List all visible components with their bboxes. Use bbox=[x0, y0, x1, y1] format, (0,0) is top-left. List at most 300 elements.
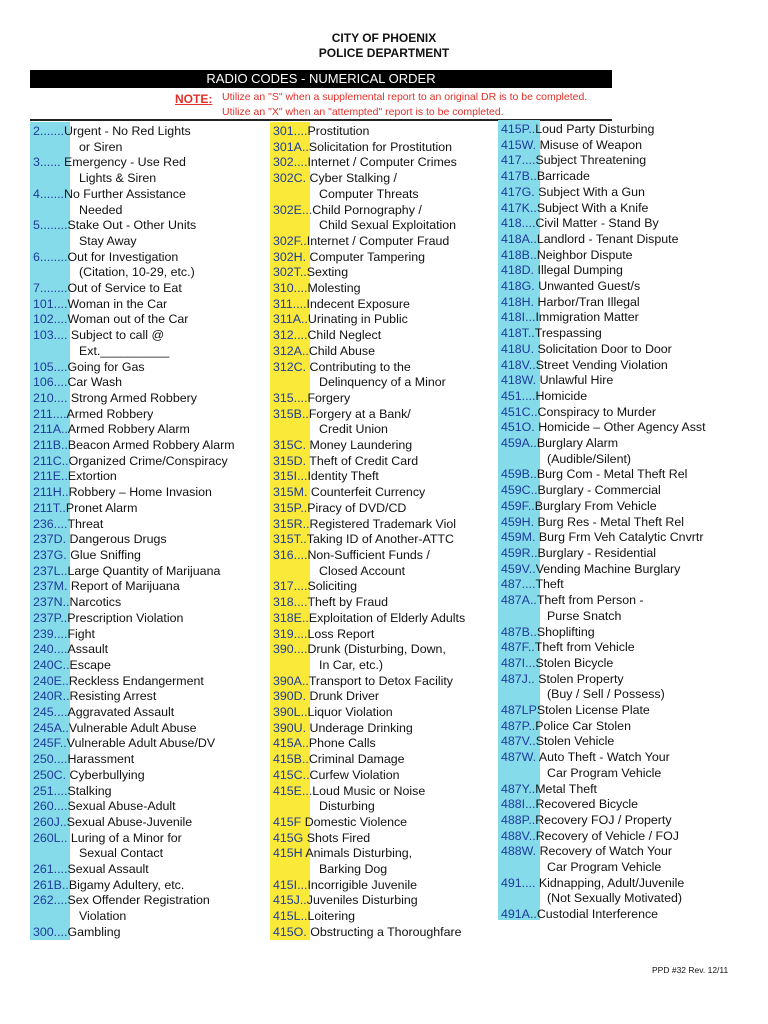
radio-code: 459H. bbox=[501, 514, 538, 529]
code-line bbox=[33, 438, 270, 454]
code-description: Police Car Stolen bbox=[535, 718, 631, 733]
code-description: Ext.__________ bbox=[79, 343, 170, 358]
radio-code-entry bbox=[273, 627, 498, 643]
radio-code-entry bbox=[273, 328, 498, 344]
radio-code-entry bbox=[33, 925, 270, 941]
code-description: Obstructing a Thoroughfare bbox=[310, 924, 462, 939]
code-description: Credit Union bbox=[319, 422, 388, 437]
code-line bbox=[501, 546, 738, 562]
code-description: Taking ID of Another-ATTC bbox=[306, 532, 454, 547]
code-description: Prostitution bbox=[307, 124, 370, 138]
radio-code-entry bbox=[33, 375, 270, 391]
radio-code: 302F.. bbox=[273, 233, 307, 248]
code-description: Beacon Armed Robbery Alarm bbox=[67, 438, 235, 453]
code-line bbox=[273, 642, 498, 658]
code-continuation-line bbox=[273, 422, 498, 438]
code-line bbox=[273, 627, 498, 643]
code-line bbox=[33, 705, 270, 721]
code-description: Immigration Matter bbox=[535, 310, 639, 325]
code-description: Recovery of Watch Your bbox=[539, 844, 673, 859]
code-continuation-line bbox=[273, 218, 498, 234]
code-line bbox=[273, 532, 498, 548]
radio-code: 459V.. bbox=[501, 561, 536, 576]
code-line bbox=[273, 344, 498, 360]
code-line bbox=[273, 124, 498, 140]
radio-code-entry bbox=[33, 627, 270, 643]
code-description: Burg Res - Metal Theft Rel bbox=[537, 514, 684, 529]
radio-code: 250.... bbox=[33, 752, 68, 767]
code-line bbox=[273, 328, 498, 344]
code-description: (Citation, 10-29, etc.) bbox=[79, 265, 195, 280]
note-line-2: Utilize an "X" when an "attempted" report is to be completed. bbox=[222, 106, 504, 118]
code-description: Car Program Vehicle bbox=[547, 765, 662, 780]
code-line bbox=[501, 640, 738, 656]
radio-code-entry bbox=[273, 469, 498, 485]
radio-code: 5........ bbox=[33, 218, 68, 233]
code-description: Sexual Abuse-Adult bbox=[67, 799, 176, 814]
code-description: Woman out of the Car bbox=[67, 312, 189, 327]
code-description: Exploitation of Elderly Adults bbox=[308, 610, 466, 625]
code-description: Juveniles Disturbing bbox=[306, 893, 418, 908]
code-description: Stolen Vehicle bbox=[535, 734, 615, 749]
radio-code: 415A.. bbox=[273, 736, 309, 751]
code-description: No Further Assistance bbox=[64, 186, 186, 201]
code-line bbox=[501, 530, 738, 546]
code-description: Theft by Fraud bbox=[307, 595, 389, 610]
radio-code: 390U. bbox=[273, 720, 310, 735]
code-line bbox=[273, 925, 498, 941]
code-line bbox=[33, 579, 270, 595]
code-description: Forgery bbox=[307, 390, 351, 405]
radio-code-entry bbox=[501, 358, 738, 374]
radio-code-entry bbox=[501, 546, 738, 562]
code-description: Identity Theft bbox=[307, 469, 379, 484]
radio-code-entry bbox=[33, 469, 270, 485]
radio-code: 211C.. bbox=[33, 453, 69, 468]
code-description: Money Laundering bbox=[309, 438, 413, 453]
code-line bbox=[501, 797, 738, 813]
code-description: Strong Armed Robbery bbox=[70, 390, 197, 405]
code-line bbox=[501, 829, 738, 845]
code-description: Loss Report bbox=[307, 626, 375, 641]
code-description: Stalking bbox=[67, 783, 112, 798]
radio-code: 415J.. bbox=[273, 893, 307, 908]
agency-city: CITY OF PHOENIX bbox=[331, 31, 437, 45]
radio-code-entry bbox=[273, 909, 498, 925]
code-description: Assault bbox=[67, 642, 109, 657]
code-line bbox=[273, 171, 498, 187]
code-line bbox=[501, 813, 738, 829]
code-line bbox=[273, 595, 498, 611]
radio-code-entry bbox=[33, 579, 270, 595]
radio-code-entry bbox=[501, 656, 738, 672]
code-line bbox=[501, 876, 738, 892]
radio-code: 105.... bbox=[33, 359, 68, 374]
code-description: Street Vending Violation bbox=[535, 357, 668, 372]
code-description: Purse Snatch bbox=[547, 608, 622, 623]
code-line bbox=[501, 232, 738, 248]
code-description: Theft from Person - bbox=[536, 593, 644, 608]
code-line bbox=[33, 595, 270, 611]
code-description: Transport to Detox Facility bbox=[308, 673, 453, 688]
radio-code: 487W. bbox=[501, 750, 539, 765]
code-line bbox=[33, 485, 270, 501]
radio-code: 415G bbox=[273, 830, 307, 845]
radio-code: 318.... bbox=[273, 595, 308, 610]
code-description: Threat bbox=[67, 516, 104, 531]
radio-code-entry bbox=[501, 829, 738, 845]
code-line bbox=[33, 658, 270, 674]
code-description: Stolen Property bbox=[538, 671, 624, 686]
code-line bbox=[501, 153, 738, 169]
code-line bbox=[273, 203, 498, 219]
code-line bbox=[33, 517, 270, 533]
code-line bbox=[273, 674, 498, 690]
radio-code-entry bbox=[501, 719, 738, 735]
radio-code: 245F.. bbox=[33, 736, 67, 751]
code-line bbox=[273, 155, 498, 171]
code-description: Child Sexual Exploitation bbox=[319, 218, 457, 233]
code-description: Domestic Violence bbox=[304, 814, 408, 829]
radio-code-entry bbox=[501, 562, 738, 578]
code-line bbox=[33, 768, 270, 784]
code-description: Going for Gas bbox=[67, 359, 145, 374]
code-continuation-line bbox=[33, 846, 270, 862]
radio-code-entry bbox=[501, 672, 738, 703]
code-line bbox=[273, 407, 498, 423]
code-description: Stolen Bicycle bbox=[535, 655, 614, 670]
radio-code-entry bbox=[33, 438, 270, 454]
code-description: Solicitation Door to Door bbox=[537, 341, 672, 356]
radio-code: 418T.. bbox=[501, 326, 535, 341]
radio-code-entry bbox=[501, 813, 738, 829]
code-line bbox=[501, 169, 738, 185]
radio-code-entry bbox=[33, 422, 270, 438]
radio-code-entry bbox=[33, 360, 270, 376]
code-line bbox=[501, 750, 738, 766]
code-description: Urgent - No Red Lights bbox=[64, 124, 191, 138]
code-description: Kidnapping, Adult/Juvenile bbox=[538, 875, 685, 890]
code-line bbox=[33, 407, 270, 423]
code-description: Drunk (Disturbing, Down, bbox=[307, 642, 446, 657]
code-line bbox=[501, 342, 738, 358]
code-description: Disturbing bbox=[319, 799, 375, 814]
radio-code: 310.... bbox=[273, 281, 308, 296]
code-description: (Audible/Silent) bbox=[547, 451, 632, 466]
radio-code-entry bbox=[273, 846, 498, 877]
radio-code: 488W. bbox=[501, 844, 540, 859]
code-description: Burglary From Vehicle bbox=[534, 498, 657, 513]
code-line bbox=[273, 360, 498, 376]
radio-code: 315C. bbox=[273, 438, 310, 453]
code-description: Curfew Violation bbox=[309, 767, 400, 782]
radio-code: 261B.. bbox=[33, 877, 69, 892]
code-description: Needed bbox=[79, 202, 123, 217]
code-line bbox=[501, 844, 738, 860]
radio-code: 418A.. bbox=[501, 231, 537, 246]
radio-code-entry bbox=[273, 454, 498, 470]
code-description: Narcotics bbox=[69, 595, 122, 610]
radio-code: 240.... bbox=[33, 642, 68, 657]
radio-code-entry bbox=[501, 153, 738, 169]
code-description: Indecent Exposure bbox=[306, 296, 410, 311]
code-description: Shoplifting bbox=[536, 624, 595, 639]
code-description: Forgery at a Bank/ bbox=[308, 406, 411, 421]
code-line bbox=[273, 689, 498, 705]
radio-code: 487A.. bbox=[501, 593, 537, 608]
code-line bbox=[273, 281, 498, 297]
code-line bbox=[33, 312, 270, 328]
radio-code-entry bbox=[33, 893, 270, 924]
code-continuation-line bbox=[501, 860, 738, 876]
code-description: Vulnerable Adult Abuse/DV bbox=[66, 736, 216, 751]
radio-code: 240C.. bbox=[33, 657, 70, 672]
code-description: Theft bbox=[535, 577, 564, 592]
radio-code: 487P.. bbox=[501, 718, 536, 733]
radio-code-entry bbox=[33, 187, 270, 218]
radio-code: 311A.. bbox=[273, 312, 308, 327]
code-line bbox=[33, 627, 270, 643]
code-description: Registered Trademark Viol bbox=[309, 516, 456, 531]
radio-code: 302H. bbox=[273, 249, 310, 264]
radio-code: 418W. bbox=[501, 373, 540, 388]
radio-code: 315B.. bbox=[273, 406, 309, 421]
code-description: Car Wash bbox=[67, 375, 123, 390]
code-description: In Car, etc.) bbox=[319, 657, 384, 672]
code-line bbox=[33, 281, 270, 297]
code-line bbox=[273, 579, 498, 595]
code-line bbox=[501, 216, 738, 232]
radio-code: 459A.. bbox=[501, 436, 537, 451]
code-line bbox=[33, 375, 270, 391]
radio-code-entry bbox=[273, 752, 498, 768]
code-description: Neighbor Dispute bbox=[536, 247, 633, 262]
radio-code-entry bbox=[501, 185, 738, 201]
code-line bbox=[33, 784, 270, 800]
code-description: Organized Crime/Conspiracy bbox=[68, 453, 228, 468]
code-description: Computer Tampering bbox=[309, 249, 425, 264]
radio-code-entry bbox=[33, 768, 270, 784]
code-description: Burg Com - Metal Theft Rel bbox=[536, 467, 688, 482]
radio-code: 106.... bbox=[33, 375, 68, 390]
code-line bbox=[33, 454, 270, 470]
code-description: Animals Disturbing, bbox=[305, 846, 413, 861]
radio-code-entry bbox=[501, 703, 738, 719]
radio-code: 312C. bbox=[273, 359, 310, 374]
code-line bbox=[501, 719, 738, 735]
code-line bbox=[33, 501, 270, 517]
radio-code: 240R.. bbox=[33, 689, 70, 704]
radio-code-entry bbox=[33, 831, 270, 862]
radio-code: 417K.. bbox=[501, 200, 537, 215]
radio-code-entry bbox=[273, 155, 498, 171]
code-line bbox=[273, 611, 498, 627]
code-description: Harbor/Tran Illegal bbox=[537, 294, 640, 309]
radio-code-entry bbox=[33, 721, 270, 737]
code-continuation-line bbox=[33, 344, 270, 360]
radio-code-entry bbox=[501, 342, 738, 358]
code-line bbox=[501, 185, 738, 201]
code-description: Closed Account bbox=[319, 563, 406, 578]
radio-code: 260J.. bbox=[33, 814, 67, 829]
radio-code: 237M. bbox=[33, 579, 71, 594]
code-description: Criminal Damage bbox=[308, 752, 405, 767]
radio-code-entry bbox=[273, 124, 498, 140]
radio-code: 210.... bbox=[33, 390, 71, 405]
radio-code-entry bbox=[501, 499, 738, 515]
code-line bbox=[501, 656, 738, 672]
code-description: Sex Offender Registration bbox=[67, 893, 210, 908]
radio-code: 237L.. bbox=[33, 563, 68, 578]
radio-code-entry bbox=[273, 344, 498, 360]
radio-code: 418D. bbox=[501, 263, 538, 278]
radio-code: 418V.. bbox=[501, 357, 536, 372]
radio-code-entry bbox=[273, 579, 498, 595]
code-line bbox=[273, 454, 498, 470]
code-description: Cyber Stalking / bbox=[309, 171, 397, 186]
radio-code-entry bbox=[33, 312, 270, 328]
code-line bbox=[501, 703, 738, 719]
radio-code: 317.... bbox=[273, 579, 308, 594]
code-description: Fight bbox=[67, 626, 95, 641]
code-description: Custodial Interference bbox=[536, 907, 659, 922]
code-line bbox=[501, 577, 738, 593]
radio-code-entry bbox=[33, 799, 270, 815]
note-label: NOTE: bbox=[175, 92, 213, 106]
code-line bbox=[33, 674, 270, 690]
codes-column-3 bbox=[498, 120, 738, 920]
code-description: Solicitation for Prostitution bbox=[308, 139, 453, 154]
code-line bbox=[273, 297, 498, 313]
code-description: Subject Threatening bbox=[535, 153, 647, 168]
radio-code: 487F.. bbox=[501, 640, 535, 655]
radio-code: 417.... bbox=[501, 153, 536, 168]
code-line bbox=[273, 831, 498, 847]
radio-code-entry bbox=[501, 295, 738, 311]
radio-code: 415H bbox=[273, 846, 306, 861]
code-line bbox=[501, 358, 738, 374]
radio-code-entry bbox=[501, 310, 738, 326]
radio-code-entry bbox=[501, 405, 738, 421]
code-line bbox=[33, 469, 270, 485]
radio-code-entry bbox=[273, 595, 498, 611]
radio-code: 300.... bbox=[33, 924, 68, 939]
radio-code: 301A.. bbox=[273, 139, 309, 154]
code-line bbox=[273, 391, 498, 407]
radio-code: 315P.. bbox=[273, 500, 308, 515]
radio-code-entry bbox=[273, 893, 498, 909]
code-line bbox=[33, 218, 270, 234]
radio-code-entry bbox=[33, 878, 270, 894]
radio-code: 390.... bbox=[273, 642, 308, 657]
code-description: Misuse of Weapon bbox=[539, 137, 642, 152]
radio-code: 245A.. bbox=[33, 720, 69, 735]
radio-code: 491.... bbox=[501, 875, 539, 890]
radio-code-entry bbox=[273, 312, 498, 328]
document-title-banner: RADIO CODES - NUMERICAL ORDER bbox=[30, 70, 612, 88]
code-line bbox=[273, 784, 498, 800]
code-continuation-line bbox=[33, 265, 270, 281]
code-description: Recovered Bicycle bbox=[535, 797, 639, 812]
radio-code: 301.... bbox=[273, 124, 308, 138]
code-line bbox=[501, 734, 738, 750]
radio-code: 262.... bbox=[33, 893, 68, 908]
code-line bbox=[33, 391, 270, 407]
radio-code-entry bbox=[33, 548, 270, 564]
code-line bbox=[33, 642, 270, 658]
code-description: Subject to call @ bbox=[70, 328, 165, 343]
radio-code: 451O. bbox=[501, 420, 539, 435]
radio-code-entry bbox=[33, 250, 270, 281]
code-description: Trespassing bbox=[534, 326, 602, 341]
code-line bbox=[273, 846, 498, 862]
code-line bbox=[33, 297, 270, 313]
radio-code-entry bbox=[273, 171, 498, 202]
radio-code-entry bbox=[501, 483, 738, 499]
code-description: Extortion bbox=[67, 469, 117, 484]
code-description: Shots Fired bbox=[306, 830, 371, 845]
code-description: Delinquency of a Minor bbox=[319, 375, 446, 390]
radio-code: 7........ bbox=[33, 281, 68, 296]
code-line bbox=[273, 705, 498, 721]
radio-code: 415E... bbox=[273, 783, 313, 798]
radio-code: 315D. bbox=[273, 453, 310, 468]
code-description: Large Quantity of Marijuana bbox=[67, 563, 221, 578]
code-line bbox=[273, 250, 498, 266]
radio-code-entry bbox=[501, 640, 738, 656]
radio-code-entry bbox=[501, 907, 738, 923]
code-description: Non-Sufficient Funds / bbox=[307, 547, 430, 562]
code-line bbox=[273, 517, 498, 533]
code-line bbox=[33, 815, 270, 831]
code-description: Sexual Assault bbox=[67, 862, 149, 877]
code-line bbox=[273, 234, 498, 250]
code-continuation-line bbox=[33, 140, 270, 156]
form-revision-footer: PPD #32 Rev. 12/11 bbox=[652, 965, 729, 975]
code-description: Violation bbox=[79, 909, 127, 924]
radio-code-entry bbox=[273, 234, 498, 250]
radio-code-entry bbox=[501, 169, 738, 185]
code-description: Computer Threats bbox=[319, 186, 419, 201]
code-continuation-line bbox=[33, 909, 270, 925]
radio-code-entry bbox=[33, 454, 270, 470]
radio-code-entry bbox=[33, 155, 270, 186]
radio-code-entry bbox=[273, 705, 498, 721]
radio-code-entry bbox=[273, 281, 498, 297]
radio-code-entry bbox=[33, 815, 270, 831]
code-description: Report of Marijuana bbox=[70, 579, 180, 594]
code-description: Molesting bbox=[307, 281, 361, 296]
code-description: Vulnerable Adult Abuse bbox=[68, 720, 197, 735]
radio-code: 240E.. bbox=[33, 673, 69, 688]
radio-code-entry bbox=[501, 279, 738, 295]
code-description: Pronet Alarm bbox=[65, 500, 138, 515]
radio-code: 260.... bbox=[33, 799, 68, 814]
code-description: Burg Frm Veh Catalytic Cnvrtr bbox=[538, 530, 704, 545]
code-description: Child Pornography / bbox=[312, 202, 422, 217]
radio-code: 491A.. bbox=[501, 907, 537, 922]
radio-code-entry bbox=[33, 517, 270, 533]
radio-code: 101.... bbox=[33, 296, 68, 311]
radio-code-entry bbox=[273, 532, 498, 548]
code-line bbox=[501, 310, 738, 326]
code-description: Unlawful Hire bbox=[539, 373, 614, 388]
code-continuation-line bbox=[501, 452, 738, 468]
code-line bbox=[273, 721, 498, 737]
code-line bbox=[501, 593, 738, 609]
radio-code-entry bbox=[501, 797, 738, 813]
code-continuation-line bbox=[33, 171, 270, 187]
